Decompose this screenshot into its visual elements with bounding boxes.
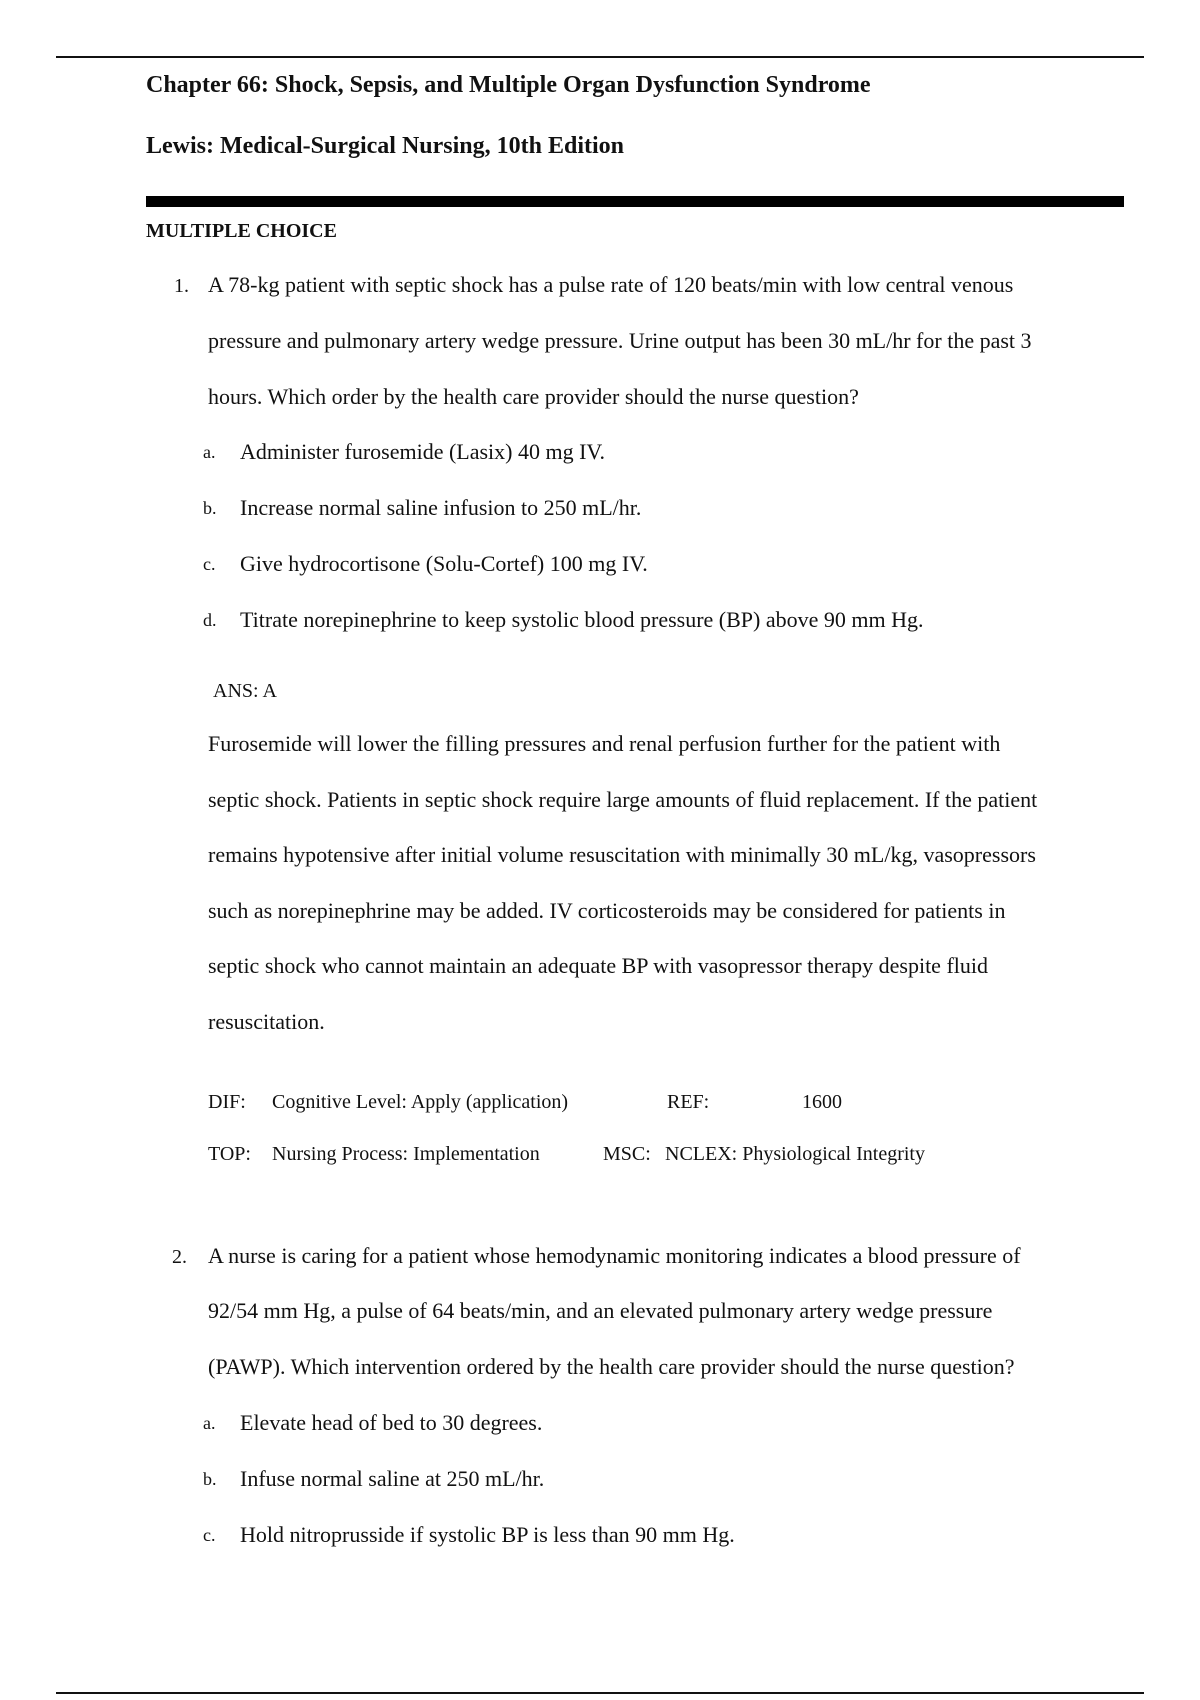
top-value: Nursing Process: Implementation <box>272 1143 540 1165</box>
option-text: Increase normal saline infusion to 250 mL/hr. <box>240 495 642 520</box>
rationale-line: resuscitation. <box>208 1009 325 1034</box>
question-stem-line: hours. Which order by the health care provider should the nurse question? <box>208 384 859 409</box>
option-letter: c. <box>203 1525 216 1545</box>
answer-key: ANS: A <box>213 680 277 702</box>
chapter-title: Chapter 66: Shock, Sepsis, and Multiple Organ Dysfunction Syndrome <box>146 72 871 98</box>
msc-label: MSC: <box>603 1143 651 1165</box>
question-number: 1. <box>174 275 189 297</box>
section-heading: MULTIPLE CHOICE <box>146 220 337 242</box>
book-subtitle: Lewis: Medical-Surgical Nursing, 10th Edition <box>146 133 625 159</box>
question-stem-line: A nurse is caring for a patient whose hemodynamic monitoring indicates a blood pressure of <box>208 1243 1021 1268</box>
top-label: TOP: <box>208 1143 251 1165</box>
option-text: Infuse normal saline at 250 mL/hr. <box>240 1466 545 1491</box>
dif-value: Cognitive Level: Apply (application) <box>272 1091 569 1113</box>
option-text: Administer furosemide (Lasix) 40 mg IV. <box>240 439 605 464</box>
option-text: Elevate head of bed to 30 degrees. <box>240 1410 543 1435</box>
question-stem-line: 92/54 mm Hg, a pulse of 64 beats/min, and an elevated pulmonary artery wedge pressure <box>208 1298 993 1323</box>
option-letter: b. <box>203 498 217 518</box>
rationale-line: septic shock. Patients in septic shock require large amounts of fluid replacement. If the patient <box>208 787 1038 812</box>
question-stem-line: A 78-kg patient with septic shock has a pulse rate of 120 beats/min with low central venous <box>208 272 1014 297</box>
option-text: Titrate norepinephrine to keep systolic blood pressure (BP) above 90 mm Hg. <box>240 607 924 632</box>
top-rule <box>56 56 1144 58</box>
question-number: 2. <box>172 1246 187 1268</box>
option-letter: c. <box>203 554 216 574</box>
dif-label: DIF: <box>208 1091 246 1113</box>
option-text: Hold nitroprusside if systolic BP is less than 90 mm Hg. <box>240 1522 735 1547</box>
ref-value: 1600 <box>802 1091 842 1113</box>
option-letter: a. <box>203 1413 216 1433</box>
section-divider <box>146 196 1124 207</box>
question-stem-line: (PAWP). Which intervention ordered by the health care provider should the nurse question? <box>208 1354 1015 1379</box>
option-text: Give hydrocortisone (Solu-Cortef) 100 mg IV. <box>240 551 648 576</box>
option-letter: d. <box>203 610 217 630</box>
question-stem-line: pressure and pulmonary artery wedge pressure. Urine output has been 30 mL/hr for the past 3 <box>208 328 1032 353</box>
option-letter: b. <box>203 1469 217 1489</box>
msc-value: NCLEX: Physiological Integrity <box>665 1143 925 1165</box>
rationale-line: Furosemide will lower the filling pressures and renal perfusion further for the patient with <box>208 731 1001 756</box>
rationale-line: such as norepinephrine may be added. IV corticosteroids may be considered for patients in <box>208 898 1006 923</box>
rationale-line: remains hypotensive after initial volume resuscitation with minimally 30 mL/kg, vasopressors <box>208 842 1036 867</box>
option-letter: a. <box>203 442 216 462</box>
bottom-rule <box>56 1692 1144 1694</box>
rationale-line: septic shock who cannot maintain an adequate BP with vasopressor therapy despite fluid <box>208 953 988 978</box>
ref-label: REF: <box>667 1091 710 1113</box>
